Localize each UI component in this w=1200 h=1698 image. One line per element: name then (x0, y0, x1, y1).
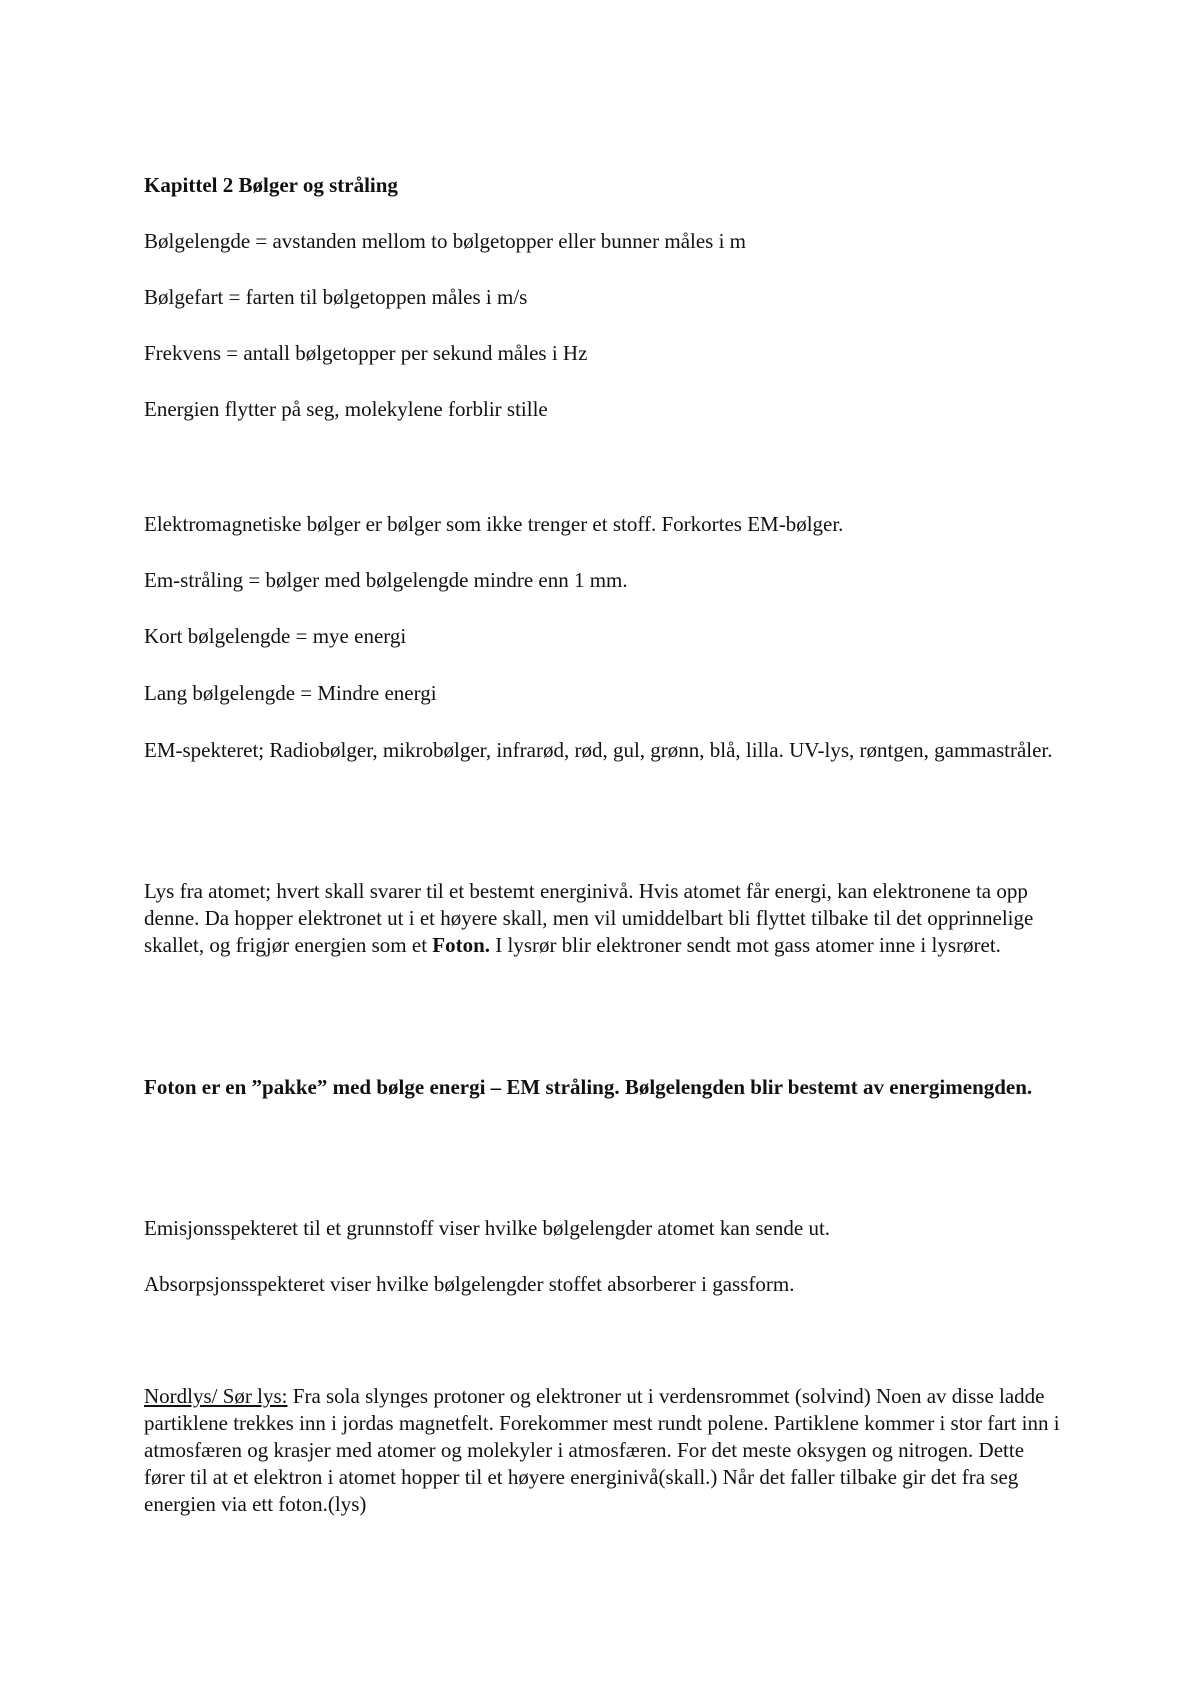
photon-term: Foton. (432, 933, 491, 957)
frequency-definition: Frekvens = antall bølgetopper per sekund måles i Hz (144, 341, 588, 365)
light-from-atom-paragraph (144, 878, 1064, 959)
aurora-text: Fra sola slynges protoner og elektroner ut i verdensrommet (solvind) Noen av disse ladde partiklene trekkes inn i jordas magnetfelt. Forekommer mest rundt polene. Partiklene kommer i stor fart inn i atmosfæren og krasjer med atomer og molekyler i atmosfæren. For det meste oksygen og nitrogen. Dette fører til at et elektron i atomet hopper til et høyere energinivå(skall.) Når det faller tilbake gir det fra seg energien via ett foton.(lys) (144, 1384, 1060, 1516)
short-wavelength-line: Kort bølgelengde = mye energi (144, 624, 407, 648)
aurora-label: Nordlys/ Sør lys: (144, 1384, 288, 1408)
em-spectrum-paragraph: EM-spekteret; Radiobølger, mikrobølger, infrarød, rød, gul, grønn, blå, lilla. UV-lys, røntgen, gammastråler. (144, 738, 1053, 762)
aurora-paragraph (144, 1383, 1064, 1518)
photon-definition: Foton er en ”pakke” med bølge energi – EM stråling. Bølgelengden blir bestemt av energimengden. (144, 1075, 1033, 1099)
emission-spectrum-line: Emisjonsspekteret til et grunnstoff viser hvilke bølgelengder atomet kan sende ut. (144, 1216, 831, 1240)
light-from-atom-text: Lys fra atomet; hvert skall svarer til et bestemt energinivå. Hvis atomet får energi, kan elektronene ta opp denne. Da hopper elektronet ut i et høyere skall, men vil umiddelbart bli flyttet tilbake til det opprinnelige skallet, og frigjør energien som et (144, 879, 1034, 957)
absorption-spectrum-line: Absorpsjonsspekteret viser hvilke bølgelengder stoffet absorberer i gassform. (144, 1272, 795, 1296)
wavelength-definition: Bølgelengde = avstanden mellom to bølgetopper eller bunner måles i m (144, 229, 747, 253)
em-radiation-definition: Em-stråling = bølger med bølgelengde mindre enn 1 mm. (144, 568, 628, 592)
document-title: Kapittel 2 Bølger og stråling (144, 173, 398, 197)
energy-moves-line: Energien flytter på seg, molekylene forblir stille (144, 397, 548, 421)
long-wavelength-line: Lang bølgelengde = Mindre energi (144, 681, 437, 705)
wave-speed-definition: Bølgefart = farten til bølgetoppen måles i m/s (144, 285, 528, 309)
em-waves-definition: Elektromagnetiske bølger er bølger som ikke trenger et stoff. Forkortes EM-bølger. (144, 512, 844, 536)
light-from-atom-text-end: I lysrør blir elektroner sendt mot gass atomer inne i lysrøret. (490, 933, 1001, 957)
